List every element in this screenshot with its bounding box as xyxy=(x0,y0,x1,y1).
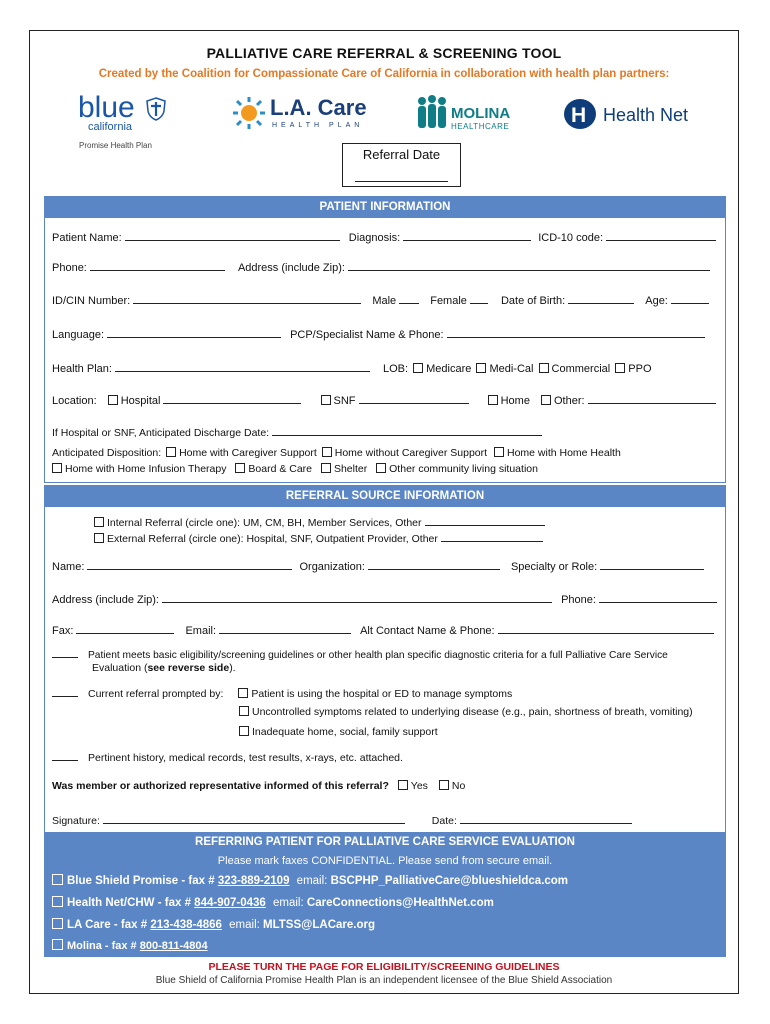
form-subtitle: Created by the Coalition for Compassionate Care of California in collaboration with health plan partners: xyxy=(98,68,670,80)
alt-contact-field[interactable] xyxy=(498,623,714,634)
specialty-field[interactable] xyxy=(600,559,704,570)
criteria-line-2b: see reverse side xyxy=(147,662,230,674)
loc-home-label: Home xyxy=(500,395,530,407)
fax-field[interactable] xyxy=(76,623,174,634)
contact-blue-shield-email-label: email: xyxy=(296,875,328,887)
svg-text:H: H xyxy=(571,104,587,127)
loc-snf-field[interactable] xyxy=(359,393,469,404)
disp-shelter-label: Shelter xyxy=(333,463,368,475)
internal-referral-field[interactable] xyxy=(425,515,545,526)
blue-shield-logo-line2: california xyxy=(88,121,133,133)
internal-referral-checkbox[interactable] xyxy=(94,517,104,527)
signature-label: Signature: xyxy=(52,815,100,827)
molina-logo-word: MOLINA xyxy=(451,105,511,122)
lob-commercial-label: Commercial xyxy=(551,363,611,375)
location-label: Location: xyxy=(52,395,97,407)
informed-no-checkbox[interactable] xyxy=(439,780,449,790)
prompted-check-field[interactable] xyxy=(52,686,78,697)
sun-icon xyxy=(232,95,266,131)
row-disposition-1 xyxy=(52,447,621,459)
disp-board-care-label: Board & Care xyxy=(248,463,313,475)
pcp-label: PCP/Specialist Name & Phone: xyxy=(290,329,444,341)
patient-name-field[interactable] xyxy=(125,230,340,241)
external-referral-checkbox[interactable] xyxy=(94,533,104,543)
icd10-field[interactable] xyxy=(606,230,716,241)
loc-hospital-label: Hospital xyxy=(120,395,161,407)
lob-label: LOB: xyxy=(383,363,409,375)
health-plan-field[interactable] xyxy=(115,361,370,372)
loc-snf-checkbox[interactable] xyxy=(321,395,331,405)
id-cin-field[interactable] xyxy=(133,293,361,304)
alt-contact-label: Alt Contact Name & Phone: xyxy=(360,625,495,637)
phone-field[interactable] xyxy=(90,260,225,271)
sig-date-field[interactable] xyxy=(460,813,632,824)
dob-label: Date of Birth: xyxy=(500,295,566,307)
row-signature xyxy=(52,813,632,827)
turn-page-notice: PLEASE TURN THE PAGE FOR ELIGIBILITY/SCREENING GUIDELINES xyxy=(208,961,560,973)
health-net-logo-word: Health Net xyxy=(603,105,689,125)
ref-address-label: Address (include Zip): xyxy=(52,594,159,606)
contact-health-net-name: Health Net/CHW - fax # xyxy=(67,897,191,909)
loc-hospital-field[interactable] xyxy=(163,393,301,404)
contact-la-care-checkbox[interactable] xyxy=(52,918,63,929)
molina-logo-line2: HEALTHCARE xyxy=(451,122,510,131)
contact-blue-shield-checkbox[interactable] xyxy=(52,874,63,885)
referral-date-box[interactable] xyxy=(342,143,461,187)
contact-molina-checkbox[interactable] xyxy=(52,939,63,950)
lob-medi-cal-label: Medi-Cal xyxy=(489,363,534,375)
language-label: Language: xyxy=(52,329,104,341)
language-field[interactable] xyxy=(107,327,281,338)
contact-molina-fax[interactable]: 800-811-4804 xyxy=(139,940,208,952)
disp-no-caregiver-label: Home without Caregiver Support xyxy=(334,447,488,459)
health-net-logo xyxy=(563,95,698,135)
contact-health-net xyxy=(52,896,494,909)
loc-other-field[interactable] xyxy=(588,393,716,404)
loc-hospital-checkbox[interactable] xyxy=(108,395,118,405)
evaluation-header: REFERRING PATIENT FOR PALLIATIVE CARE SERVICE EVALUATION xyxy=(195,836,575,848)
criteria-line-1: Patient meets basic eligibility/screening guidelines or other health plan specific diagnostic criteria for a full Palliative Care Service xyxy=(88,650,668,661)
history-check-field[interactable] xyxy=(52,750,78,761)
contact-health-net-email-label: email: xyxy=(273,897,304,909)
row-phone xyxy=(52,260,710,274)
history-label: Pertinent history, medical records, test results, x-rays, etc. attached. xyxy=(88,752,403,764)
row-disposition-2 xyxy=(52,463,538,475)
discharge-field[interactable] xyxy=(272,425,542,436)
organization-field[interactable] xyxy=(368,559,500,570)
ref-phone-field[interactable] xyxy=(599,592,717,603)
lob-ppo-label: PPO xyxy=(628,363,652,375)
contact-health-net-email[interactable]: CareConnections@HealthNet.com xyxy=(306,897,494,909)
lob-medicare-label: Medicare xyxy=(426,363,472,375)
blue-shield-icon xyxy=(146,97,166,121)
icd10-label: ICD-10 code: xyxy=(538,232,603,244)
id-cin-label: ID/CIN Number: xyxy=(52,295,131,307)
referral-date-label: Referral Date xyxy=(362,147,441,162)
loc-other-label: Other: xyxy=(554,395,585,407)
disp-caregiver-label: Home with Caregiver Support xyxy=(179,447,317,459)
external-referral-label: External Referral (circle one): Hospital, SNF, Outpatient Provider, Other xyxy=(107,533,438,545)
row-informed xyxy=(52,780,465,792)
row-external-referral xyxy=(92,531,543,545)
loc-other-checkbox[interactable] xyxy=(541,395,551,405)
contact-molina xyxy=(52,939,208,952)
male-label: Male xyxy=(372,295,397,307)
row-health-plan xyxy=(52,361,652,375)
disposition-label: Anticipated Disposition: xyxy=(52,447,162,459)
prompt-symptoms-checkbox[interactable] xyxy=(239,706,249,716)
evaluation-subtext: Please mark faxes CONFIDENTIAL. Please send from secure email. xyxy=(217,855,553,867)
row-id xyxy=(52,293,709,307)
contact-la-care-email-label: email: xyxy=(229,919,260,931)
referral-date-line xyxy=(355,181,448,182)
address-label: Address (include Zip): xyxy=(237,262,345,274)
female-label: Female xyxy=(430,295,467,307)
referral-source-header: REFERRAL SOURCE INFORMATION xyxy=(44,485,726,507)
disp-home-health-checkbox[interactable] xyxy=(494,447,504,457)
sig-date-label: Date: xyxy=(431,815,457,827)
specialty-label: Specialty or Role: xyxy=(510,561,598,573)
disp-caregiver-checkbox[interactable] xyxy=(166,447,176,457)
row-ref-address xyxy=(52,592,717,606)
diagnosis-field[interactable] xyxy=(403,230,531,241)
row-internal-referral xyxy=(92,515,545,529)
contact-blue-shield-email[interactable]: BSCPHP_PalliativeCare@blueshieldca.com xyxy=(330,875,569,887)
dob-field[interactable] xyxy=(568,293,634,304)
la-care-logo-word: L.A. Care xyxy=(270,95,367,120)
lob-ppo-checkbox[interactable] xyxy=(615,363,625,373)
contact-blue-shield-name: Blue Shield Promise - fax # xyxy=(67,875,215,887)
disp-other-community-checkbox[interactable] xyxy=(376,463,386,473)
la-care-logo xyxy=(232,95,367,135)
prompted-label: Current referral prompted by: xyxy=(88,688,224,700)
fax-label: Fax: xyxy=(52,625,74,637)
row-ref-name xyxy=(52,559,704,573)
row-discharge xyxy=(52,425,542,439)
row-prompted xyxy=(52,686,512,700)
disp-infusion-label: Home with Home Infusion Therapy xyxy=(65,463,227,475)
contact-blue-shield xyxy=(52,874,568,887)
row-history xyxy=(52,750,403,764)
evaluation-box xyxy=(44,833,726,957)
blue-shield-logo-word: blue xyxy=(78,91,135,124)
signature-field[interactable] xyxy=(103,813,405,824)
blue-shield-logo xyxy=(78,93,208,153)
loc-home-checkbox[interactable] xyxy=(488,395,498,405)
email-field[interactable] xyxy=(219,623,351,634)
patient-name-label: Patient Name: xyxy=(52,232,122,244)
disp-no-caregiver-checkbox[interactable] xyxy=(322,447,332,457)
blue-shield-logo-line3: Promise Health Plan xyxy=(79,141,152,150)
loc-snf-label: SNF xyxy=(333,395,356,407)
prompt-symptoms-label: Uncontrolled symptoms related to underlying disease (e.g., pain, shortness of breath, vomiting) xyxy=(252,706,693,718)
patient-info-header: PATIENT INFORMATION xyxy=(44,196,726,218)
disp-shelter-checkbox[interactable] xyxy=(321,463,331,473)
health-plan-label: Health Plan: xyxy=(52,363,112,375)
health-net-mark-icon xyxy=(563,97,599,131)
disp-home-health-label: Home with Home Health xyxy=(506,447,621,459)
informed-no-label: No xyxy=(451,780,466,792)
contact-health-net-fax[interactable]: 844-907-0436 xyxy=(194,897,266,909)
contact-la-care-fax[interactable]: 213-438-4866 xyxy=(150,919,222,931)
molina-logo xyxy=(415,95,525,135)
form-page xyxy=(29,30,739,994)
disp-other-community-label: Other community living situation xyxy=(389,463,538,475)
internal-referral-label: Internal Referral (circle one): UM, CM, BH, Member Services, Other xyxy=(107,517,422,529)
female-field[interactable] xyxy=(470,293,488,304)
row-criteria-2 xyxy=(92,662,236,674)
male-field[interactable] xyxy=(399,293,419,304)
address-field[interactable] xyxy=(348,260,710,271)
prompt-hospital-label: Patient is using the hospital or ED to manage symptoms xyxy=(251,688,513,700)
row-prompt-3 xyxy=(237,726,438,738)
prompt-support-label: Inadequate home, social, family support xyxy=(252,726,438,738)
contact-la-care xyxy=(52,918,375,931)
external-referral-field[interactable] xyxy=(441,531,543,542)
lob-medicare-checkbox[interactable] xyxy=(413,363,423,373)
row-language xyxy=(52,327,705,341)
discharge-label: If Hospital or SNF, Anticipated Discharge Date: xyxy=(52,427,270,439)
age-field[interactable] xyxy=(671,293,709,304)
row-patient-name xyxy=(52,230,716,244)
molina-people-icon xyxy=(415,95,449,131)
row-criteria xyxy=(52,647,668,661)
lob-medi-cal-checkbox[interactable] xyxy=(476,363,486,373)
ref-name-label: Name: xyxy=(52,561,85,573)
contact-blue-shield-fax[interactable]: 323-889-2109 xyxy=(217,875,290,887)
ref-address-field[interactable] xyxy=(162,592,552,603)
row-ref-fax xyxy=(52,623,714,637)
lob-commercial-checkbox[interactable] xyxy=(539,363,549,373)
diagnosis-label: Diagnosis: xyxy=(348,232,401,244)
email-label: Email: xyxy=(185,625,217,637)
form-title: PALLIATIVE CARE REFERRAL & SCREENING TOOL xyxy=(206,45,562,61)
row-prompt-2 xyxy=(237,706,693,718)
ref-phone-label: Phone: xyxy=(561,594,596,606)
pcp-field[interactable] xyxy=(447,327,705,338)
informed-label: Was member or authorized representative informed of this referral? xyxy=(52,780,389,792)
contact-la-care-email[interactable]: MLTSS@LACare.org xyxy=(263,919,375,931)
criteria-line-2c: ). xyxy=(229,662,236,674)
phone-label: Phone: xyxy=(52,262,87,274)
ref-name-field[interactable] xyxy=(87,559,292,570)
disp-infusion-checkbox[interactable] xyxy=(52,463,62,473)
row-location xyxy=(52,393,716,407)
contact-molina-name: Molina - fax # xyxy=(67,940,137,952)
age-label: Age: xyxy=(645,295,668,307)
contact-health-net-checkbox[interactable] xyxy=(52,896,63,907)
contact-la-care-name: LA Care - fax # xyxy=(67,919,148,931)
prompt-support-checkbox[interactable] xyxy=(239,726,249,736)
informed-yes-label: Yes xyxy=(410,780,428,792)
licensee-disclaimer: Blue Shield of California Promise Health Plan is an independent licensee of the Blue Shield Association xyxy=(155,975,613,986)
criteria-check-field[interactable] xyxy=(52,647,78,658)
disp-board-care-checkbox[interactable] xyxy=(235,463,245,473)
criteria-line-2a: Evaluation ( xyxy=(92,662,148,674)
la-care-logo-line2: HEALTH PLAN xyxy=(272,122,364,129)
organization-label: Organization: xyxy=(299,561,365,573)
informed-yes-checkbox[interactable] xyxy=(398,780,408,790)
prompt-hospital-checkbox[interactable] xyxy=(238,688,248,698)
